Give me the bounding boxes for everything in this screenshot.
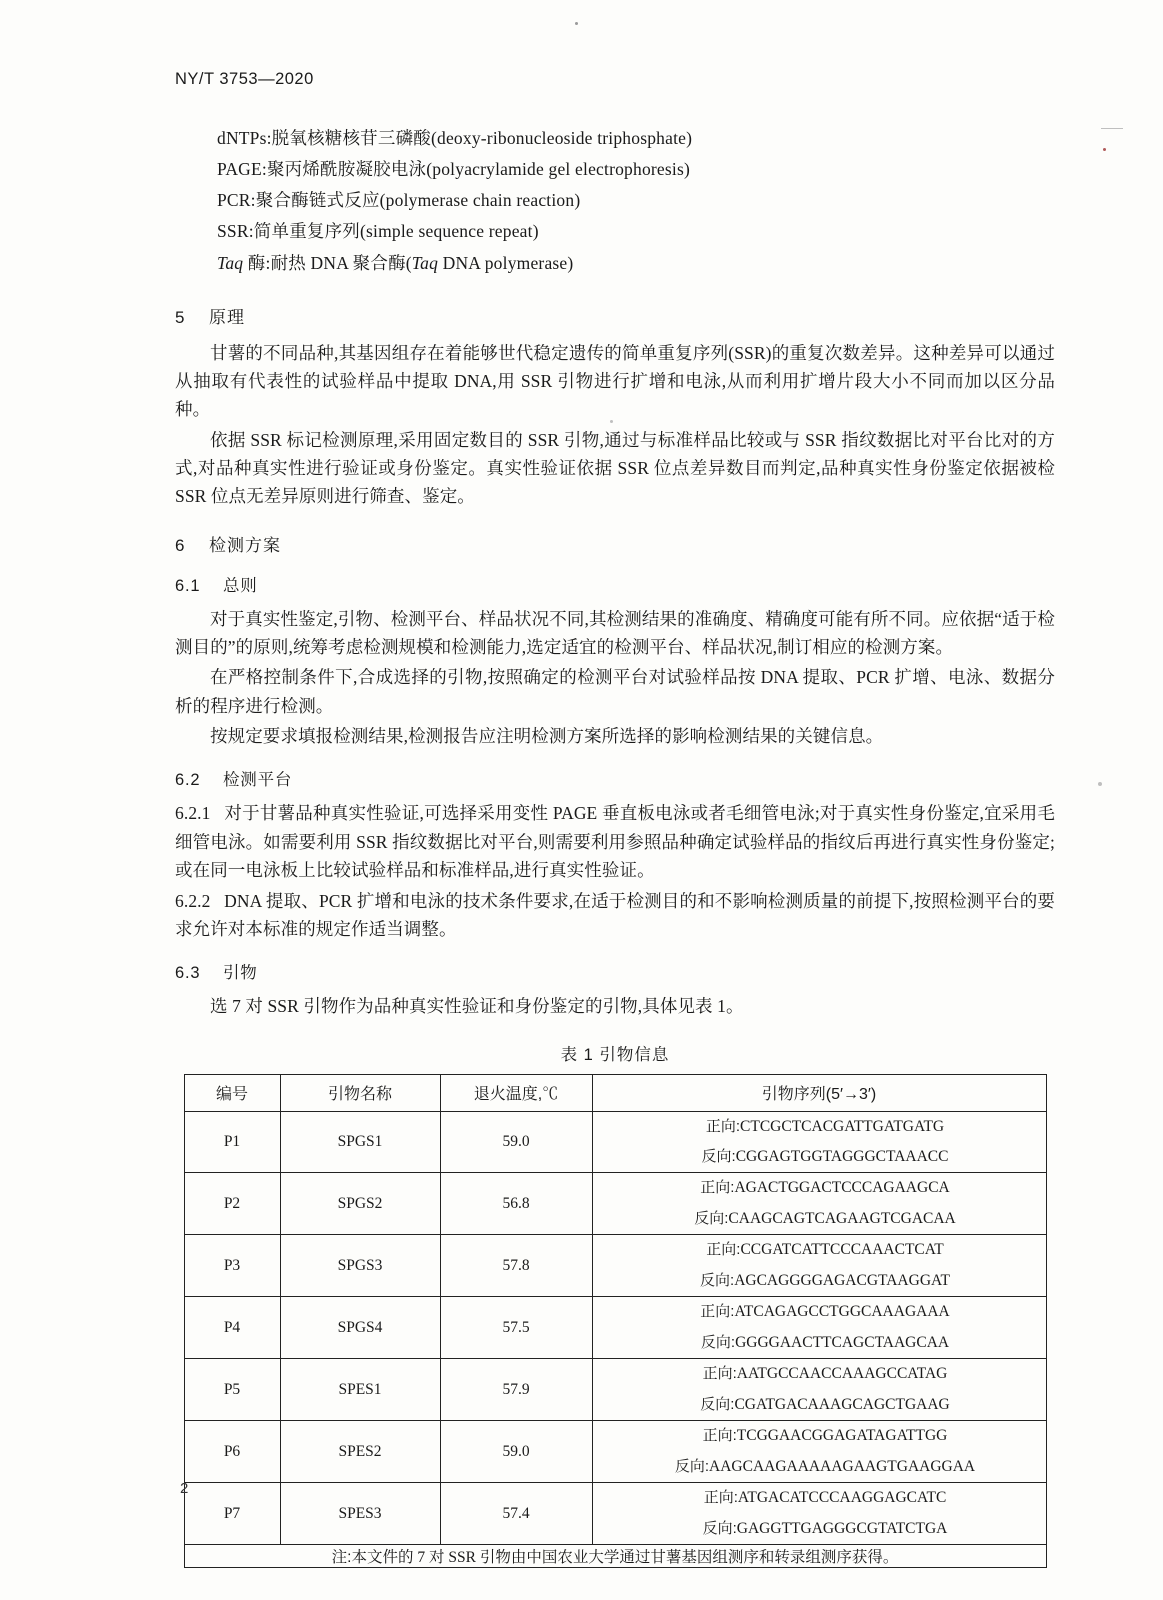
section-heading-6-1 [175,572,1055,596]
reverse-label: 反向: [700,1271,735,1289]
forward-sequence: TCGGAACGGAGATAGATTGG [736,1427,948,1445]
reverse-sequence: GGGGAACTTCAGCTAAGCAA [735,1333,950,1351]
reverse-sequence: CGATGACAAAGCAGCTGAAG [734,1395,950,1413]
note-text: 本文件的 7 对 SSR 引物由中国农业大学通过甘薯基因组测序和转录组测序获得。 [351,1549,899,1567]
section-title: 总则 [223,576,258,595]
scan-artifact-dot [1098,782,1102,786]
sequence-forward [593,1359,1046,1389]
paragraph-6-2-1 [175,799,1055,884]
clause-text: 对于甘薯品种真实性验证,可选择采用变性 PAGE 垂直板电泳或者毛细管电泳;对于真实性身份鉴定,宜采用毛细管电泳。如需要利用 SSR 指纹数据比对平台,则需要利用参照品种确定试验样品的指纹后再进行真实性身份鉴定;或在同一电泳板上比较试验样品和标准样品,进行真实性验证。 [175,803,1055,881]
scan-artifact-line [1101,128,1123,129]
cell-sequence [592,1359,1046,1421]
paragraph-6-2-2 [175,887,1055,944]
standard-code-header: NY/T 3753—2020 [175,70,314,88]
scan-artifact-dot [1103,148,1106,151]
forward-label: 正向: [706,1241,741,1259]
abbreviation-item: SSR:简单重复序列(simple sequence repeat) [217,221,539,242]
forward-sequence: ATCAGAGCCTGGCAAAGAAA [734,1303,950,1321]
sequence-reverse [593,1390,1046,1420]
column-header-name: 引物名称 [280,1074,440,1111]
cell-no: P6 [184,1421,280,1483]
sequence-reverse [593,1204,1046,1234]
section-title: 检测方案 [209,535,281,555]
sequence-reverse [593,1452,1046,1482]
paragraph-6-1-3: 按规定要求填报检测结果,检测报告应注明检测方案所选择的影响检测结果的关键信息。 [210,726,884,747]
table-row [184,1359,1046,1421]
table-row [184,1421,1046,1483]
cell-temp: 59.0 [440,1421,592,1483]
forward-sequence: AATGCCAACCAAAGCCATAG [736,1365,948,1383]
section-number: 6.1 [175,576,201,595]
section-heading-6-2 [175,766,1055,790]
section-heading-6 [175,531,1055,556]
paragraph-5-1: 甘薯的不同品种,其基因组存在着能够世代稳定遗传的简单重复序列(SSR)的重复次数差异。这种差异可以通过从抽取有代表性的试验样品中提取 DNA,用 SSR 引物进行扩增和电泳,从而利用扩增片段大小不同而加以区分品种。 [175,342,1055,420]
table-header-row [184,1074,1046,1111]
section-title: 原理 [209,307,245,327]
table-note-row [184,1545,1046,1568]
abbreviation-list [217,123,1055,279]
sequence-reverse [593,1514,1046,1544]
forward-sequence: CTCGCTCACGATTGATGATG [740,1117,945,1135]
cell-temp: 57.8 [440,1235,592,1297]
cell-sequence [592,1421,1046,1483]
reverse-label: 反向: [694,1209,729,1227]
sequence-forward [593,1297,1046,1327]
section-heading-6-3 [175,959,1055,983]
reverse-sequence: AAGCAAGAAAAAGAAGTGAAGGAA [709,1457,976,1475]
forward-label: 正向: [705,1117,741,1135]
table-row [184,1111,1046,1173]
forward-sequence: ATGACATCCCAAGGAGCATC [737,1489,947,1507]
paragraph-5-2: 依据 SSR 标记检测原理,采用固定数目的 SSR 引物,通过与标准样品比较或与 SSR 指纹数据比对平台比对的方式,对品种真实性进行验证或身份鉴定。真实性验证依据 SSR 位点差异数目而判定,品种真实性身份鉴定依据被检 SSR 位点无差异原则进行筛查、鉴定。 [175,429,1055,507]
cell-temp: 56.8 [440,1173,592,1235]
sequence-forward [593,1173,1046,1203]
reverse-sequence: GAGGTTGAGGGCGTATCTGA [736,1519,948,1537]
reverse-label: 反向: [701,1148,736,1166]
sequence-forward [593,1421,1046,1451]
cell-name: SPGS1 [280,1111,440,1173]
clause-number: 6.2.2 [175,890,211,911]
reverse-label: 反向: [674,1457,710,1475]
cell-temp: 57.9 [440,1359,592,1421]
cell-sequence [592,1111,1046,1173]
clause-text: DNA 提取、PCR 扩增和电泳的技术条件要求,在适于检测目的和不影响检测质量的前提下,按照检测平台的要求允许对本标准的规定作适当调整。 [175,890,1055,939]
cell-sequence [592,1297,1046,1359]
page-number: 2 [180,1480,189,1497]
cell-sequence [592,1483,1046,1545]
cell-no: P7 [184,1483,280,1545]
table-row [184,1297,1046,1359]
table-row [184,1483,1046,1545]
section-number: 6.2 [175,771,201,790]
cell-temp: 57.4 [440,1483,592,1545]
clause-number: 6.2.1 [175,803,211,824]
cell-no: P2 [184,1173,280,1235]
forward-label: 正向: [700,1303,735,1321]
cell-no: P4 [184,1297,280,1359]
sequence-reverse [593,1266,1046,1296]
reverse-sequence: CAAGCAGTCAGAAGTCGACAA [728,1209,956,1227]
paragraph-6-3-1: 选 7 对 SSR 引物作为品种真实性验证和身份鉴定的引物,具体见表 1。 [210,996,744,1017]
taq-italic-inner: Taq [411,252,439,273]
cell-name: SPGS4 [280,1297,440,1359]
forward-sequence: AGACTGGACTCCCAGAAGCA [734,1179,950,1197]
table-caption: 表 1 引物信息 [560,1045,670,1064]
cell-name: SPES3 [280,1483,440,1545]
section-number: 6 [175,535,186,555]
sequence-forward [593,1235,1046,1265]
cell-temp: 59.0 [440,1111,592,1173]
forward-label: 正向: [703,1489,738,1507]
table-row [184,1173,1046,1235]
cell-sequence [592,1235,1046,1297]
primer-info-table [184,1074,1047,1569]
paragraph-6-1-2: 在严格控制条件下,合成选择的引物,按照确定的检测平台对试验样品按 DNA 提取、PCR 扩增、电泳、数据分析的程序进行检测。 [175,667,1055,716]
cell-temp: 57.5 [440,1297,592,1359]
taq-middle: 酶:耐热 DNA 聚合酶( [243,252,412,273]
abbreviation-item: PCR:聚合酶链式反应(polymerase chain reaction) [217,190,581,211]
forward-label: 正向: [702,1427,737,1445]
taq-suffix: DNA polymerase) [438,252,574,273]
paragraph-6-1-1: 对于真实性鉴定,引物、检测平台、样品状况不同,其检测结果的准确度、精确度可能有所不同。应依据“适于检测目的”的原则,统筹考虑检测规模和检测能力,选定适宜的检测平台、样品状况,制订相应的检测方案。 [175,608,1055,658]
cell-no: P3 [184,1235,280,1297]
cell-no: P5 [184,1359,280,1421]
forward-label: 正向: [700,1179,735,1197]
cell-name: SPGS2 [280,1173,440,1235]
section-heading-5 [175,303,1055,328]
section-title: 检测平台 [223,771,293,790]
section-title: 引物 [223,964,258,983]
cell-name: SPGS3 [280,1235,440,1297]
reverse-label: 反向: [700,1395,735,1413]
note-label: 注: [331,1549,352,1567]
table-row [184,1235,1046,1297]
section-number: 6.3 [175,964,201,983]
sequence-reverse [593,1142,1046,1172]
column-header-temp: 退火温度,℃ [440,1074,592,1111]
reverse-sequence: CGGAGTGGTAGGGCTAAACC [735,1148,949,1166]
table-note [184,1545,1046,1568]
abbreviation-item: PAGE:聚丙烯酰胺凝胶电泳(polyacrylamide gel electrophoresis) [217,159,691,180]
cell-sequence [592,1173,1046,1235]
reverse-label: 反向: [700,1333,736,1351]
taq-italic-prefix: Taq [217,252,244,273]
column-header-sequence: 引物序列(5′→3′) [592,1074,1046,1111]
abbreviation-item: dNTPs:脱氧核糖核苷三磷酸(deoxy-ribonucleoside triphosphate) [217,128,693,148]
cell-no: P1 [184,1111,280,1173]
cell-name: SPES1 [280,1359,440,1421]
page-content [175,70,1055,1568]
forward-sequence: CCGATCATTCCCAAACTCAT [740,1241,944,1259]
column-header-no: 编号 [184,1074,280,1111]
reverse-label: 反向: [702,1519,737,1537]
cell-name: SPES2 [280,1421,440,1483]
sequence-forward [593,1483,1046,1513]
scan-artifact-dot [575,22,578,25]
reverse-sequence: AGCAGGGGAGACGTAAGGAT [734,1271,950,1289]
forward-label: 正向: [702,1365,737,1383]
section-number: 5 [175,307,186,327]
abbreviation-item-taq [217,248,1055,279]
sequence-reverse [593,1328,1046,1358]
sequence-forward [593,1112,1046,1142]
